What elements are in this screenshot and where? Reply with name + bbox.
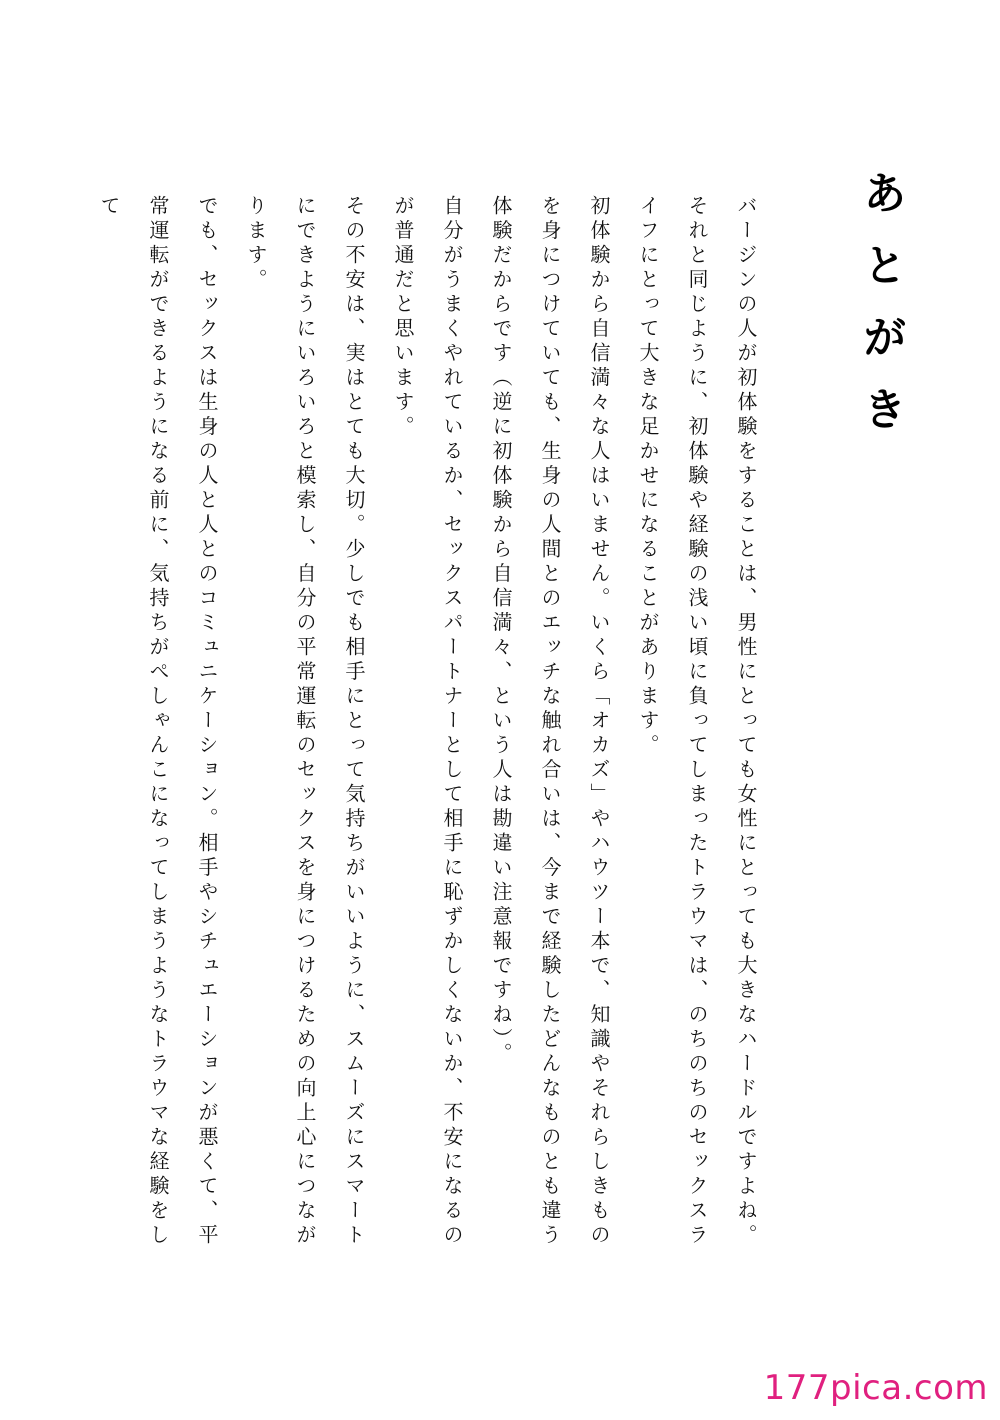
paragraph: バージンの人が初体験をすることは、男性にとっても女性にとっても大きなハードルですよね。 — [734, 195, 758, 1249]
paragraph: でも、セックスは生身の人と人とのコミュニケーション。相手やシチュエーションが悪くて、平常運転ができるようになる前に、気持ちがぺしゃんこになってしまうようなトラウマな経験をして — [97, 195, 219, 1249]
paragraph: その不安は、実はとても大切。少しでも相手にとって気持ちがいいように、スムーズにスマートにできようにいろいろと模索し、自分の平常運転のセックスを身につけるための向上心につながります。 — [244, 195, 366, 1249]
watermark-text: 177pica.com — [763, 1368, 988, 1408]
paragraph: 初体験から自信満々な人はいません。いくら「オカズ」やハウツー本で、知識やそれらしきものを身につけていても、生身の人間とのエッチな触れ合いは、今まで経験したどんなものとも違う体験だからです（逆に初体験から自信満々、という人は勘違い注意報ですね）。 — [489, 195, 611, 1249]
paragraph: 自分がうまくやれているか、セックスパートナーとして相手に恥ずかしくないか、不安になるのが普通だと思います。 — [391, 195, 464, 1249]
paragraph: それと同じように、初体験や経験の浅い頃に負ってしまったトラウマは、のちのちのセックスライフにとって大きな足かせになることがあります。 — [636, 195, 709, 1249]
body-text — [97, 195, 770, 1255]
page-title: あとがき — [855, 170, 906, 458]
